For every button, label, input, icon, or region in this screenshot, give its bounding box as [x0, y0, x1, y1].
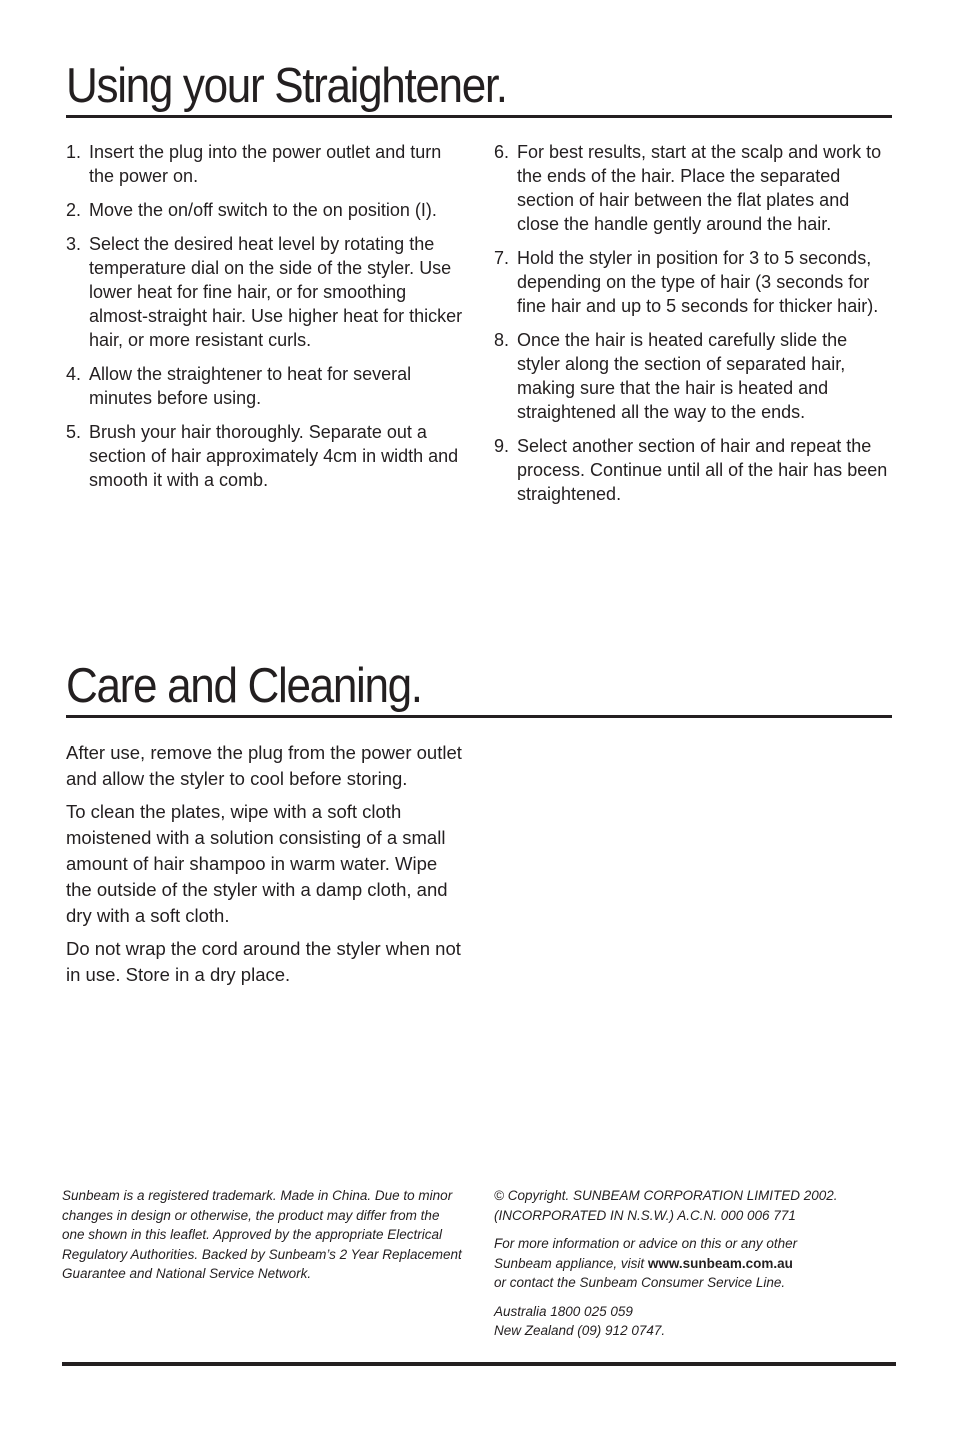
phone-new-zealand: New Zealand (09) 912 0747. — [494, 1323, 666, 1338]
using-title-rule — [66, 115, 892, 118]
step-number: 5. — [66, 422, 82, 442]
step-3 — [66, 232, 466, 352]
step-6 — [494, 140, 894, 236]
trademark-notice: Sunbeam is a registered trademark. Made in China. Due to minor changes in design or otherwise, the product may differ from the one shown in this leaflet. Approved by the appropriate Electrical Regulatory Authorities. Backed by Sunbeam’s 2 Year Replacement Guarantee and National Service Network. — [62, 1188, 462, 1281]
info-line: Sunbeam appliance, visit — [494, 1255, 648, 1271]
care-body — [66, 740, 466, 995]
copyright-notice — [494, 1186, 894, 1225]
step-number: 2. — [66, 200, 82, 220]
footer-left — [62, 1186, 464, 1293]
step-text: Allow the straightener to heat for several minutes before using. — [89, 364, 412, 408]
contact-info — [494, 1234, 894, 1293]
step-number: 1. — [66, 142, 82, 162]
website-link[interactable]: www.sunbeam.com.au — [647, 1255, 793, 1271]
info-line: or contact the Sunbeam Consumer Service Line. — [494, 1275, 786, 1290]
care-paragraph: Do not wrap the cord around the styler when not in use. Store in a dry place. — [66, 938, 461, 985]
care-paragraph: To clean the plates, wipe with a soft cloth moistened with a solution consisting of a small amount of hair shampoo in warm water. Wipe the outside of the styler with a damp cloth, and dry with a soft cloth. — [66, 801, 448, 926]
copyright-line: © Copyright. SUNBEAM CORPORATION LIMITED 2002. — [494, 1188, 838, 1203]
step-5 — [66, 420, 466, 492]
step-text: Brush your hair thoroughly. Separate out a section of hair approximately 4cm in width and smooth it with a comb. — [89, 422, 459, 490]
step-number: 4. — [66, 364, 82, 384]
step-number: 8. — [494, 330, 510, 350]
using-title: Using your Straightener. — [66, 59, 507, 113]
step-7 — [494, 246, 894, 318]
step-text: Once the hair is heated carefully slide the styler along the section of separated hair, making sure that the hair is heated and straightened all the way to the ends. — [517, 330, 848, 422]
phone-numbers — [494, 1302, 894, 1341]
step-9 — [494, 434, 894, 506]
step-text: Select the desired heat level by rotating the temperature dial on the side of the styler. Use lower heat for fine hair, or for smoothing almost-straight hair. Use higher heat for thicker hair, or more resistant curls. — [89, 234, 463, 350]
step-8 — [494, 328, 894, 424]
care-title: Care and Cleaning. — [66, 659, 422, 713]
phone-australia: Australia 1800 025 059 — [494, 1303, 633, 1319]
using-steps-right — [494, 140, 894, 516]
info-line: For more information or advice on this or any other — [494, 1236, 798, 1251]
care-paragraph: After use, remove the plug from the power outlet and allow the styler to cool before storing. — [66, 742, 462, 789]
step-text: Insert the plug into the power outlet and turn the power on. — [89, 142, 442, 186]
step-2 — [66, 198, 466, 222]
step-4 — [66, 362, 466, 410]
step-number: 6. — [494, 142, 510, 162]
step-text: Move the on/off switch to the on position (I). — [89, 200, 437, 220]
step-number: 7. — [494, 248, 510, 268]
step-1 — [66, 140, 466, 188]
step-number: 3. — [66, 234, 82, 254]
footer-right — [494, 1186, 894, 1350]
footer-rule — [62, 1362, 896, 1366]
using-steps-left — [66, 140, 466, 502]
step-text: Hold the styler in position for 3 to 5 seconds, depending on the type of hair (3 seconds for fine hair and up to 5 seconds for thicker hair). — [517, 248, 879, 316]
step-text: Select another section of hair and repeat the process. Continue until all of the hair has been straightened. — [517, 436, 888, 504]
acn-line: (INCORPORATED IN N.S.W.) A.C.N. 000 006 771 — [494, 1207, 796, 1223]
step-text: For best results, start at the scalp and work to the ends of the hair. Place the separated section of hair between the flat plates and close the handle gently around the hair. — [517, 142, 882, 234]
step-number: 9. — [494, 436, 510, 456]
care-title-rule — [66, 715, 892, 718]
